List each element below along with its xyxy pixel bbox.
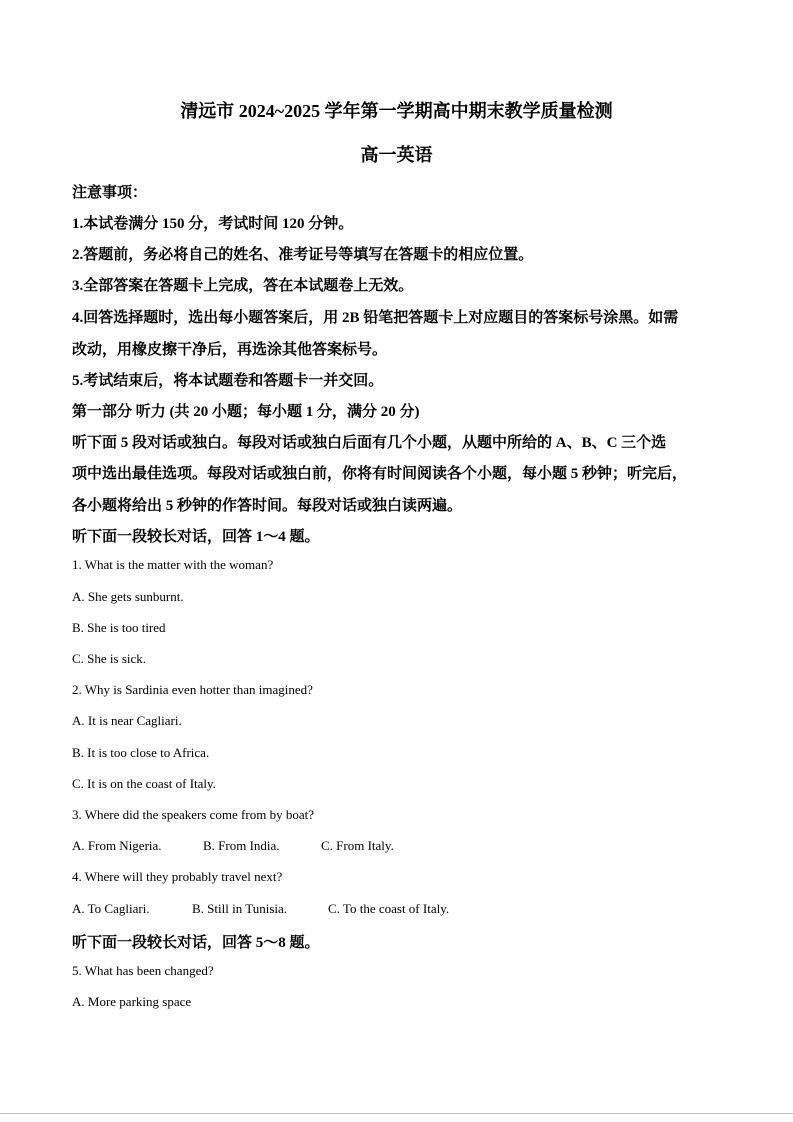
question-2-option-b: B. It is too close to Africa. [72, 745, 210, 760]
question-2: 2. Why is Sardinia even hotter than imagined? [72, 682, 313, 697]
footer-divider [0, 1113, 793, 1114]
question-4-option-b: B. Still in Tunisia. [192, 901, 288, 916]
notice-item-5: 5.考试结束后，将本试题卷和答题卡一并交回。 [72, 373, 384, 389]
part1-instructions-line-1: 听下面 5 段对话或独白。每段对话或独白后面有几个小题，从题中所给的 A、B、C 三个选 [72, 435, 667, 451]
notice-item-1: 1.本试卷满分 150 分，考试时间 120 分钟。 [72, 216, 354, 232]
question-2-option-a: A. It is near Cagliari. [72, 713, 182, 728]
section-2-heading: 听下面一段较长对话，回答 5～8 题。 [72, 935, 320, 951]
question-3-option-a: A. From Nigeria. [72, 838, 162, 853]
question-1-option-b: B. She is too tired [72, 620, 166, 635]
part1-heading: 第一部分 听力 (共 20 小题；每小题 1 分，满分 20 分) [72, 404, 420, 420]
question-4: 4. Where will they probably travel next? [72, 869, 283, 884]
exam-title: 清远市 2024~2025 学年第一学期高中期末教学质量检测 [180, 101, 613, 121]
question-1-option-a: A. She gets sunburnt. [72, 589, 184, 604]
notice-item-2: 2.答题前，务必将自己的姓名、准考证号等填写在答题卡的相应位置。 [72, 247, 534, 263]
notice-item-4-cont: 改动，用橡皮擦干净后，再选涂其他答案标号。 [72, 342, 388, 358]
notice-item-4: 4.回答选择题时，选出每小题答案后，用 2B 铅笔把答题卡上对应题目的答案标号涂黑。如需 [72, 310, 679, 326]
part1-instructions-line-3: 各小题将给出 5 秒钟的作答时间。每段对话或独白读两遍。 [72, 498, 463, 514]
exam-subject: 高一英语 [360, 145, 433, 165]
question-3-option-b: B. From India. [203, 838, 280, 853]
question-5-option-a: A. More parking space [72, 994, 192, 1009]
question-1: 1. What is the matter with the woman? [72, 557, 274, 572]
question-1-option-c: C. She is sick. [72, 651, 147, 666]
question-4-option-c: C. To the coast of Italy. [328, 901, 450, 916]
question-5: 5. What has been changed? [72, 963, 214, 978]
question-3: 3. Where did the speakers come from by boat? [72, 807, 314, 822]
question-4-option-a: A. To Cagliari. [72, 901, 150, 916]
notice-heading: 注意事项： [72, 185, 148, 201]
question-3-option-c: C. From Italy. [321, 838, 394, 853]
part1-instructions-line-2: 项中选出最佳选项。每段对话或独白前，你将有时间阅读各个小题，每小题 5 秒钟；听完后， [72, 466, 688, 482]
section-1-heading: 听下面一段较长对话，回答 1～4 题。 [72, 529, 320, 545]
question-2-option-c: C. It is on the coast of Italy. [72, 776, 216, 791]
notice-item-3: 3.全部答案在答题卡上完成，答在本试题卷上无效。 [72, 278, 414, 294]
